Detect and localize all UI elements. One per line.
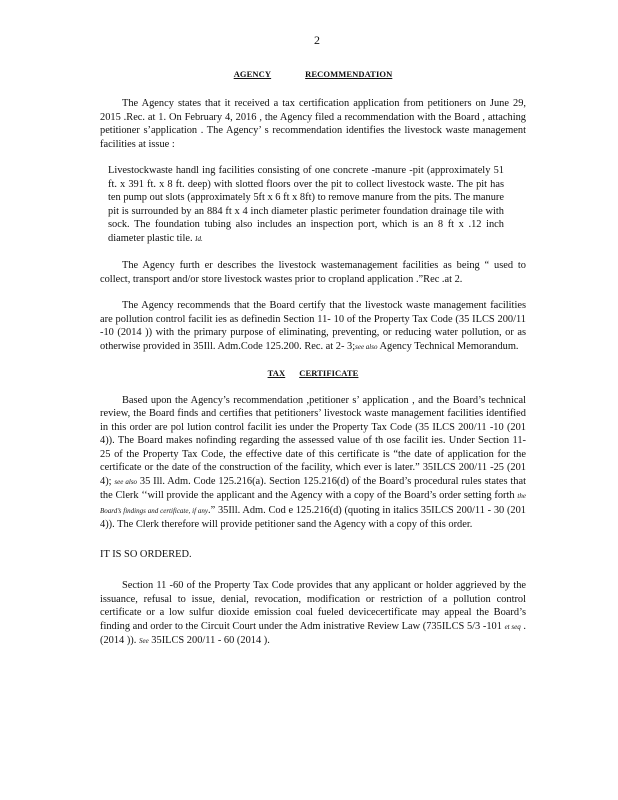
para5-part3: 35ILCS 200/11 - 60 (2014 ). [151, 635, 270, 646]
so-ordered-text: IT IS SO ORDERED. [100, 548, 192, 560]
para4-part3: .” 35Ill. Adm. Cod e 125.216(d) (quoting in italics 35ILCS 200/11 - 30 (201 4)). The Clerk therefore will provide petitioner sand the Agency with a copy of this order. [100, 504, 527, 530]
paragraph-appeal [100, 579, 526, 649]
facility-description-quote [108, 164, 504, 246]
para5-part1: Section 11 -60 of the Property Tax Code provides that any applicant or holder aggrieved by the issuance, refusal to issue, denial, revocation, modification or restriction of a pollution control certificate or a low sulfur dioxide emission coal fueled devicecertificate may appeal the Board’s finding and order to the Circuit Court under the Adm inistrative Review Law (735ILCS 5/3 -101 [100, 580, 526, 632]
paragraph-agency-application: The Agency states that it received a tax certification application from petitioners on June 29, 2015 .Rec. at 1. On February 4, 2016 , the Agency filed a recommendation with the Board , attaching petitioner s’application . The Agency’ s recommendation identifies the livestock waste management facilities at issue : [100, 98, 526, 150]
see-also-italic: see also [114, 477, 138, 486]
para3-text: The Agency recommends that the Board certify that the livestock waste management facilities are pollution control facilit ies as definedin Section 11- 10 of the Property Tax Code (35 ILCS 200/11 -10 (2014 )) with the primary purpose of eliminating, preventing, or reducing water pollution, or as otherwise provided in 35Ill. Adm.Code 125.200. Rec. at 2- 3; [100, 300, 526, 352]
tax-certificate-heading [100, 367, 526, 381]
heading-word: RECOMMENDATION [305, 68, 393, 79]
para4-part2: 35 Ill. Adm. Code 125.216(a). Section 125.216(d) of the Board’s procedural rules states that the Clerk ‘‘will provide the applicant and the Agency with a copy of the Board’s order setting forth [100, 475, 526, 501]
see-italic: See [138, 637, 149, 645]
quoted-italic: the Board’s findings and certificate, if any [100, 492, 526, 515]
et-seq-italic: et seq [504, 622, 521, 631]
heading-word: CERTIFICATE [299, 368, 359, 378]
agency-recommendation-heading [100, 68, 526, 82]
para5-part2: . (2014 )). [100, 620, 526, 646]
paragraph-agency-describes: The Agency furth er describes the livestock wastemanagement facilities as being “ used to collect, transport and/or store livestock wastes prior to cropland application .”Rec .at 2. [100, 260, 526, 285]
paragraph-agency-recommends [100, 299, 526, 354]
paragraph-board-finds [100, 394, 526, 532]
so-ordered [100, 548, 526, 562]
quote-cite: Id. [195, 234, 203, 243]
para4-part1: Based upon the Agency’s recommendation ,petitioner s’ application , and the Board’s technical review, the Board finds and certifies that petitioners’ livestock waste management facilities identified in this order are pol lution control facilit ies under the Property Tax Code (35 ILCS 200/11 -10 (201 4)). The Board makes nofinding regarding the assessed value of th ose facilit ies. Under Section 11- 25 of the Property Tax Code, the effective date of this certificate is “the date of application for the certificate or the date of the construction of the facility, which ever is later.” 35ILCS 200/11 -25 (201 4); [100, 394, 526, 487]
heading-word: AGENCY [233, 68, 272, 79]
para3-tail: Agency Technical Memorandum. [379, 340, 519, 352]
quote-text: Livestockwaste handl ing facilities consisting of one concrete -manure -pit (approximately 51 ft. x 391 ft. x 8 ft. deep) with slotted floors over the pit to collect livestock waste. The pit has ten pump out slots (approximately 5ft x 6 ft x 8ft) to remove manure from the pits. The manure pit is surrounded by an 884 ft x 4 inch diameter plastic perimeter foundation drainage tile with sock. The foundation tubing also includes an inspection port, which is an 8 ft x .12 inch diameter plastic tile. [108, 165, 504, 244]
see-also-italic: see also [355, 342, 378, 351]
heading-word: TAX [267, 368, 286, 378]
page-number: 2 [314, 33, 320, 47]
